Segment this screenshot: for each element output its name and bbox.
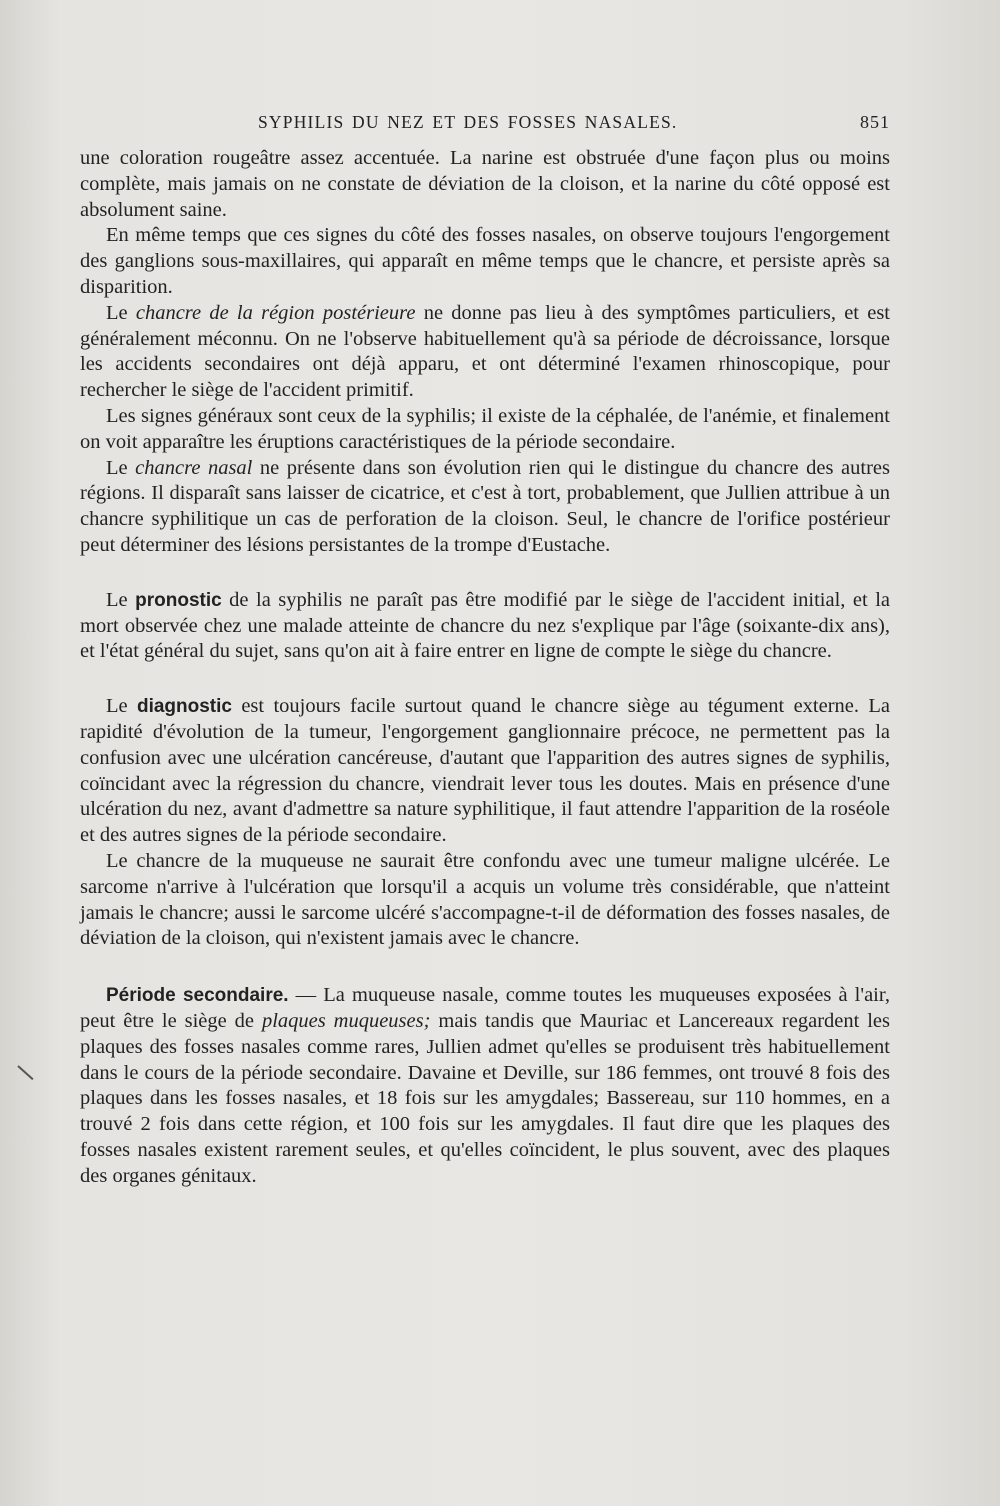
margin-pencil-mark	[17, 1065, 33, 1080]
italic-term: chancre de la région postérieure	[135, 301, 416, 324]
text-run: est toujours facile surtout quand le chancre siège au tégument externe. La rapidité d'évolution de la tumeur, l'engorgement ganglionnaire précoce, ne permettent pas la confusion avec une ulcération cancéreuse, d'autant que l'apparition des autres signes de syphilis, coïncidant avec la régression du chancre, viendrait lever tous les doutes. Mais en présence d'une ulcération du nez, avant d'admettre sa nature syphilitique, il faut attendre l'apparition de la roséole et des autres signes de la période secondaire.	[80, 695, 890, 847]
text-run: Le	[106, 456, 136, 479]
text-run: — La muqueuse nasale, comme toutes les muqueuses exposées à l'air, peut être le siège de	[80, 984, 890, 1032]
text-run: Le chancre de la muqueuse ne saurait être confondu avec une tumeur maligne ulcérée. Le sarcome n'arrive à l'ulcération que lorsqu'il a acquis un volume très considérable, que n'atteint jamais le chancre; aussi le sarcome ulcéré s'accompagne-t-il de déformation des fosses nasales, de déviation de la cloison, qui n'existent jamais avec le chancre.	[80, 849, 890, 950]
italic-term: plaques muqueuses;	[261, 1009, 431, 1032]
text-run: Le	[106, 301, 136, 324]
paragraph-p8	[80, 849, 890, 952]
keyword-term: diagnostic	[136, 696, 232, 718]
text-run: Le	[106, 588, 136, 611]
paragraph-p5	[80, 456, 890, 559]
text-run: une coloration rougeâtre assez accentuée. La narine est obstruée d'une façon plus ou moins complète, mais jamais on ne constate de déviation de la cloison, et la narine du côté opposé est absolument saine.	[80, 147, 890, 221]
text-run: ne présente dans son évolution rien qui le distingue du chancre des autres régions. Il disparaît sans laisser de cicatrice, et c'est à tort, probablement, que Jullien attribue à un chancre syphilitique un cas de perforation de la cloison. Seul, le chancre de l'orifice postérieur peut déterminer des lésions persistantes de la trompe d'Eustache.	[80, 456, 890, 556]
paragraph-p9	[80, 983, 890, 1189]
paragraph-p7	[80, 694, 890, 849]
text-run: de la syphilis ne paraît pas être modifié par le siège de l'accident initial, et la mort observée chez une malade atteinte de chancre du nez s'explique par l'âge (soixante-dix ans), et l'état général du sujet, sans qu'on ait à faire entrer en ligne de compte le siège du chancre.	[80, 588, 890, 663]
paragraph-p1	[80, 146, 890, 223]
paragraph-p6	[80, 588, 890, 665]
italic-term: chancre nasal	[135, 456, 253, 479]
keyword-term: pronostic	[135, 589, 222, 611]
text-run: Le	[106, 695, 137, 718]
text-run: mais tandis que Mauriac et Lancereaux regardent les plaques des fosses nasales comme rares, Jullien admet qu'elles se produisent très habituellement dans le cours de la période secondaire. Davaine et Deville, sur 186 femmes, ont trouvé 8 fois des plaques dans les fosses nasales, et 18 fois sur les amygdales; Bassereau, sur 110 hommes, en a trouvé 2 fois dans cette région, et 100 fois sur les amygdales. Il faut dire que les plaques des fosses nasales existent rarement seules, et qu'elles coïncident, le plus souvent, avec des plaques des organes génitaux.	[80, 1009, 891, 1187]
text-run: ne donne pas lieu à des symptômes particuliers, et est généralement méconnu. On ne l'observe habituellement qu'à sa période de décroissance, lorsque les accidents secondaires ont déjà apparu, et ont déterminé l'examen rhinoscopique, pour rechercher le siège de l'accident primitif.	[80, 301, 890, 402]
paragraph-p3	[80, 301, 890, 404]
running-title: SYPHILIS DU NEZ ET DES FOSSES NASALES.	[258, 112, 678, 132]
page-header	[80, 112, 890, 142]
page-number: 851	[860, 112, 890, 132]
paragraph-p2	[80, 223, 890, 300]
text-run: Les signes généraux sont ceux de la syphilis; il existe de la céphalée, de l'anémie, et finalement on voit apparaître les éruptions caractéristiques de la période secondaire.	[80, 404, 890, 453]
keyword-term: Période secondaire.	[106, 985, 289, 1007]
body-text	[80, 146, 890, 1189]
text-run: En même temps que ces signes du côté des fosses nasales, on observe toujours l'engorgement des ganglions sous-maxillaires, qui apparaît en même temps que le chancre, et persiste après sa disparition.	[80, 224, 890, 298]
paragraph-p4	[80, 404, 890, 456]
